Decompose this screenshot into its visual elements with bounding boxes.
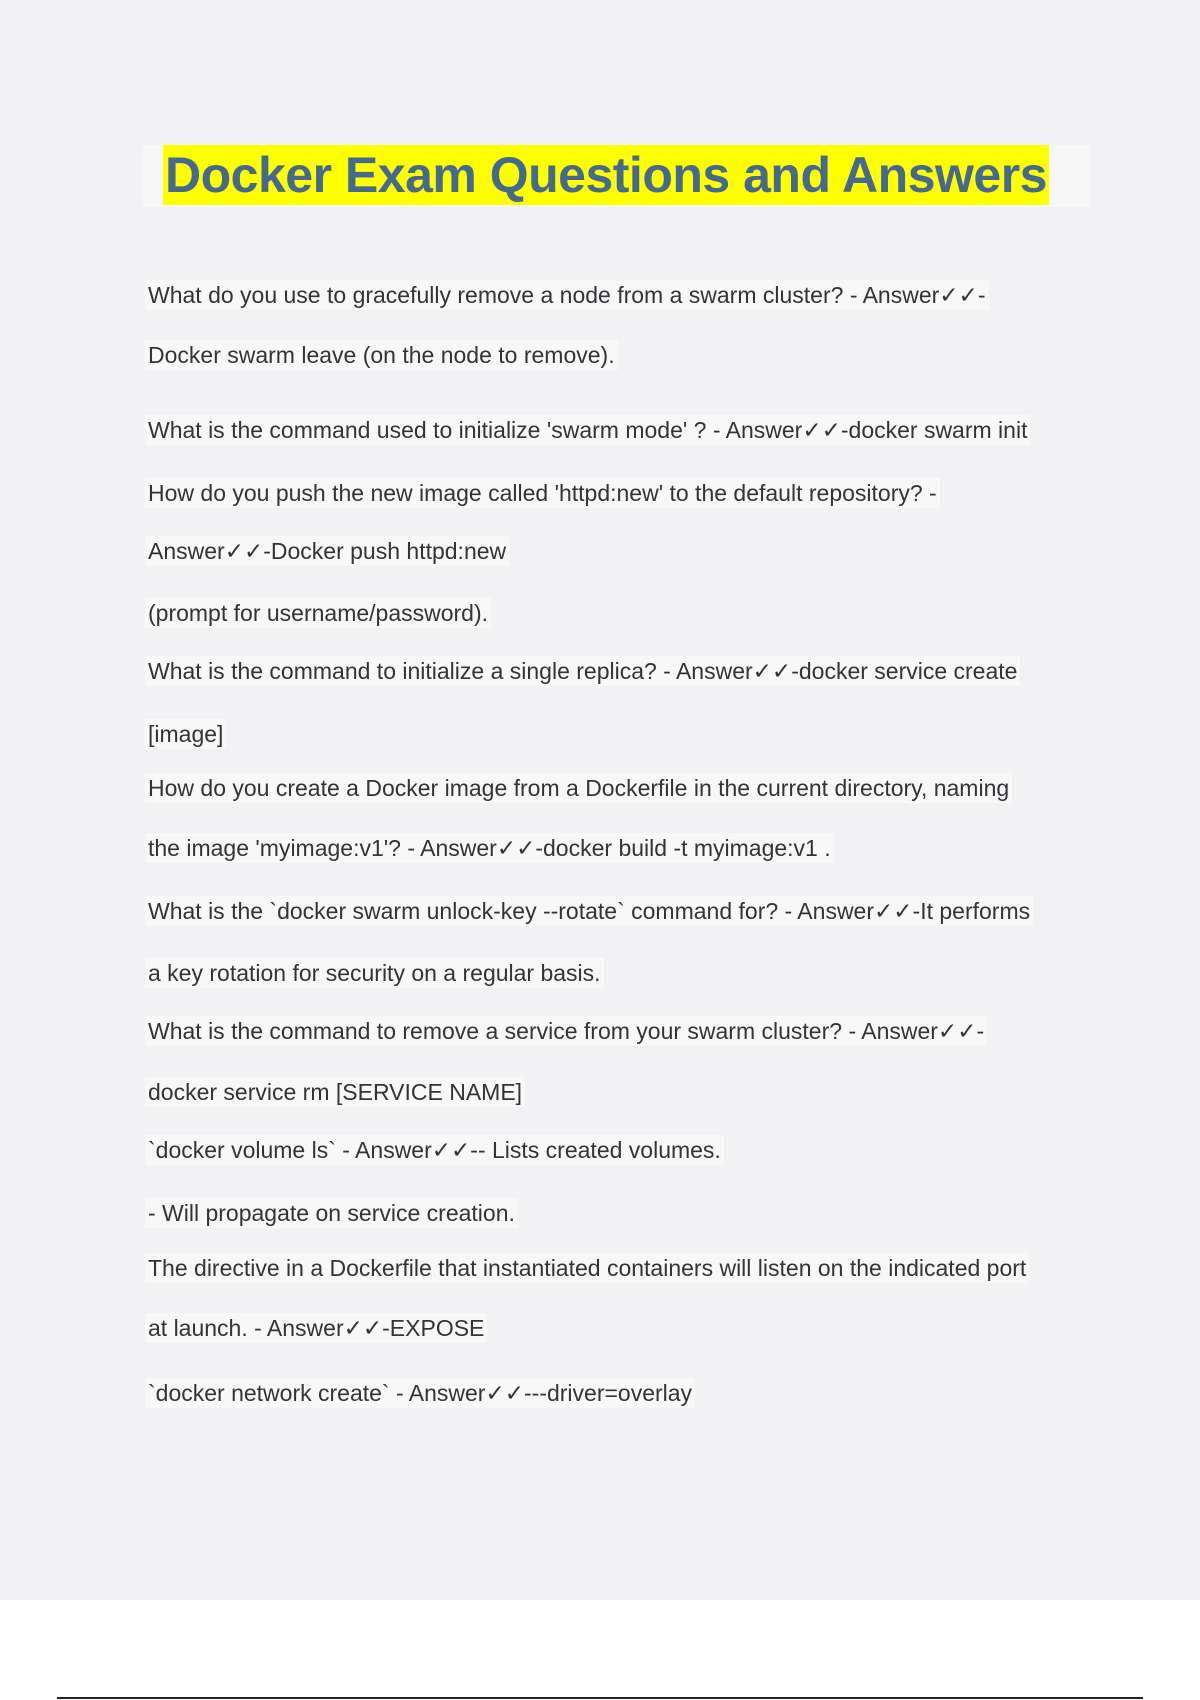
text-line-16-text: - Will propagate on service creation. [145, 1198, 518, 1228]
text-line-12-text: a key rotation for security on a regular basis. [145, 958, 604, 988]
text-line-5 [145, 534, 509, 568]
text-line-16 [145, 1196, 518, 1230]
text-line-13 [145, 1014, 987, 1048]
text-line-18 [145, 1311, 487, 1345]
text-line-4 [145, 476, 940, 510]
text-line-9 [145, 771, 1012, 805]
text-line-1 [145, 278, 989, 312]
page-title: Docker Exam Questions and Answers [165, 147, 1047, 203]
text-line-9-text: How do you create a Docker image from a Dockerfile in the current directory, naming [145, 773, 1012, 803]
text-line-19 [145, 1376, 695, 1410]
text-line-8-text: [image] [145, 719, 226, 749]
text-line-7 [145, 654, 1020, 688]
text-line-11-text: What is the `docker swarm unlock-key --rotate` command for? - Answer✓✓-It performs [145, 896, 1033, 926]
text-line-7-text: What is the command to initialize a single replica? - Answer✓✓-docker service create [145, 656, 1020, 686]
text-line-15-text: `docker volume ls` - Answer✓✓-- Lists created volumes. [145, 1135, 724, 1165]
text-line-10 [145, 831, 834, 865]
text-line-5-text: Answer✓✓-Docker push httpd:new [145, 536, 509, 566]
text-line-15 [145, 1133, 724, 1167]
text-line-14-text: docker service rm [SERVICE NAME] [145, 1077, 525, 1107]
text-line-14 [145, 1075, 525, 1109]
text-line-1-text: What do you use to gracefully remove a node from a swarm cluster? - Answer✓✓- [145, 280, 989, 310]
text-line-11 [145, 894, 1033, 928]
text-line-13-text: What is the command to remove a service from your swarm cluster? - Answer✓✓- [145, 1016, 987, 1046]
text-line-2 [145, 338, 618, 372]
text-line-18-text: at launch. - Answer✓✓-EXPOSE [145, 1313, 487, 1343]
text-line-17-text: The directive in a Dockerfile that instantiated containers will listen on the indicated port [145, 1253, 1029, 1283]
text-line-6-text: (prompt for username/password). [145, 598, 491, 628]
footer-divider [57, 1697, 1143, 1699]
text-line-12 [145, 956, 604, 990]
text-line-2-text: Docker swarm leave (on the node to remove). [145, 340, 618, 370]
text-line-8 [145, 717, 226, 751]
text-line-3 [145, 413, 1030, 447]
text-line-19-text: `docker network create` - Answer✓✓---driver=overlay [145, 1378, 695, 1408]
text-line-3-text: What is the command used to initialize 'swarm mode' ? - Answer✓✓-docker swarm init [145, 415, 1030, 445]
text-line-6 [145, 596, 491, 630]
text-line-10-text: the image 'myimage:v1'? - Answer✓✓-docker build -t myimage:v1 . [145, 833, 834, 863]
text-line-4-text: How do you push the new image called 'httpd:new' to the default repository? - [145, 478, 940, 508]
title-block [143, 145, 1091, 207]
text-line-17 [145, 1251, 1029, 1285]
